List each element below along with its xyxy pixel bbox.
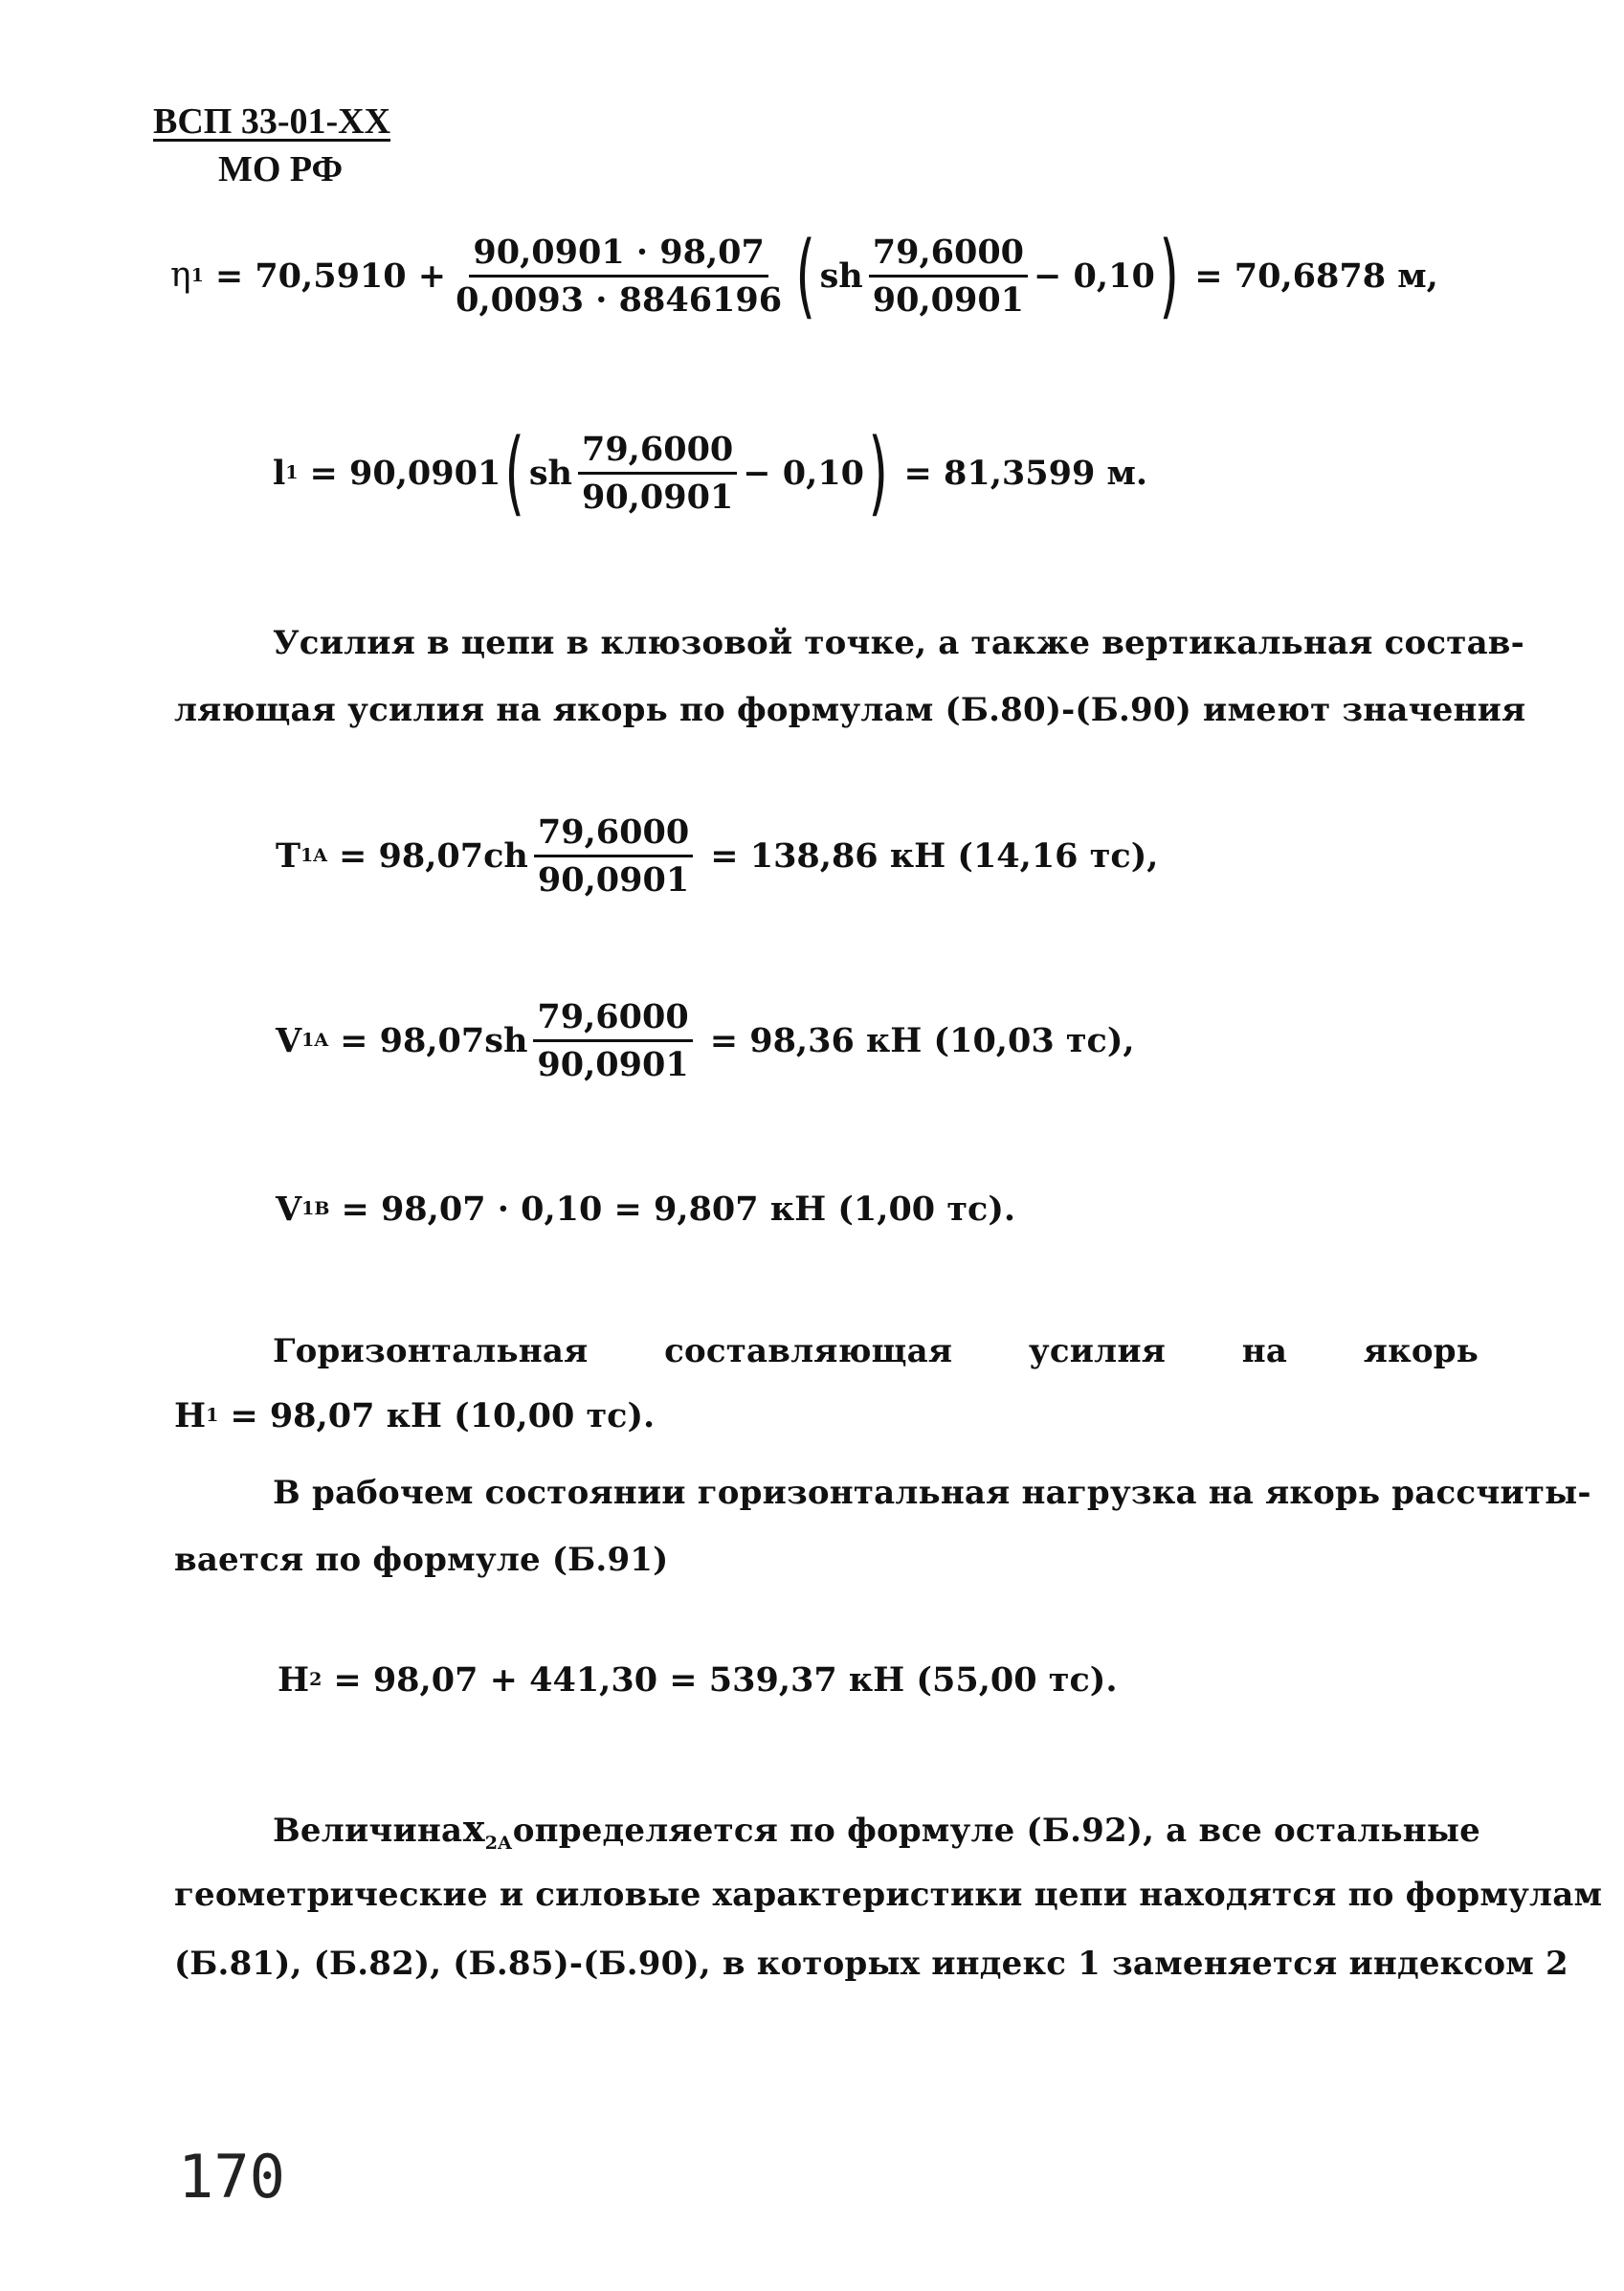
l-lead: = 90,0901 xyxy=(309,453,501,493)
v-subscript: 1B xyxy=(301,1198,330,1219)
paragraph-1-line-1: Усилия в цепи в клюзовой точке, а также вертикальная состав- xyxy=(273,624,1524,662)
x-letter: x xyxy=(462,1807,485,1850)
eta-subscript: 1 xyxy=(190,264,204,286)
eta-result: = 70,6878 м, xyxy=(1194,256,1438,296)
word: Величина xyxy=(273,1812,463,1850)
t1a-denominator: 90,0901 xyxy=(537,860,690,900)
sh-function: sh xyxy=(819,256,863,296)
t-symbol: T xyxy=(276,836,301,876)
h1-rest: = 98,07 кН (10,00 тс). xyxy=(230,1396,656,1435)
v1a-numerator: 79,6000 xyxy=(533,1000,692,1042)
v1a-lead: = 98,07sh xyxy=(340,1021,528,1060)
sh-function: sh xyxy=(528,453,572,493)
l-symbol: l xyxy=(273,453,286,493)
left-paren: ( xyxy=(504,419,525,526)
paragraph-3-line-1: В рабочем состоянии горизонтальная нагрузка на якорь рассчиты- xyxy=(273,1474,1591,1512)
paragraph-4-line-3: (Б.81), (Б.82), (Б.85)-(Б.90), в которых индекс 1 заменяется индексом 2 xyxy=(174,1945,1568,1983)
paragraph-4-line-1 xyxy=(273,1807,1480,1854)
word: составляющая xyxy=(664,1332,953,1370)
eta-denominator: 0,0093 · 8846196 xyxy=(456,279,783,320)
l-inner-fraction xyxy=(578,429,737,517)
v-symbol: V xyxy=(276,1021,302,1060)
l-subscript: 1 xyxy=(285,461,299,483)
l-inner-numerator: 79,6000 xyxy=(578,433,737,475)
v1b-rest: = 98,07 · 0,10 = 9,807 кН (1,00 тс). xyxy=(341,1190,1016,1229)
organization: МО РФ xyxy=(218,149,344,189)
paragraph-2-line-2 xyxy=(174,1396,656,1435)
t-subscript: 1A xyxy=(300,845,328,866)
x-subscript: 2A xyxy=(484,1833,513,1854)
h-subscript: 1 xyxy=(206,1405,219,1426)
h2-rest: = 98,07 + 441,30 = 539,37 кН (55,00 тс). xyxy=(333,1660,1118,1700)
right-paren: ) xyxy=(1159,222,1179,329)
h-subscript: 2 xyxy=(309,1669,323,1690)
eta-inner-fraction xyxy=(869,232,1028,320)
l-inner-tail: − 0,10 xyxy=(743,453,865,493)
t1a-lead: = 98,07ch xyxy=(339,836,528,876)
h-symbol: H xyxy=(174,1396,207,1435)
paragraph-2-line-1 xyxy=(273,1332,1479,1370)
v1a-denominator: 90,0901 xyxy=(537,1045,689,1084)
paragraph-3-line-2: вается по формуле (Б.91) xyxy=(174,1541,669,1579)
page-number: 170 xyxy=(178,2142,285,2212)
t1a-numerator: 79,6000 xyxy=(534,815,693,857)
equation-v1a xyxy=(276,997,1135,1084)
word: усилия xyxy=(1028,1332,1167,1370)
right-paren: ) xyxy=(868,419,889,526)
document-code: ВСП 33-01-XX xyxy=(153,101,391,142)
l-inner-denominator: 90,0901 xyxy=(581,477,734,517)
v-symbol: V xyxy=(276,1190,302,1229)
left-paren: ( xyxy=(795,222,816,329)
t1a-fraction xyxy=(534,812,693,900)
equation-v1b xyxy=(276,1190,1016,1229)
equation-l1 xyxy=(273,419,1148,526)
eta-inner-denominator: 90,0901 xyxy=(872,279,1025,320)
x-symbol xyxy=(463,1807,512,1854)
eta-lead: = 70,5910 + xyxy=(214,256,447,296)
h-symbol: H xyxy=(278,1660,310,1700)
v1a-result: = 98,36 кН (10,03 тс), xyxy=(709,1021,1135,1060)
eta-symbol: η xyxy=(170,256,191,295)
word: якорь xyxy=(1363,1332,1479,1370)
v1a-fraction xyxy=(533,997,692,1084)
word: на xyxy=(1241,1332,1288,1370)
equation-h2 xyxy=(278,1660,1118,1700)
equation-t1a xyxy=(276,812,1159,900)
paragraph-4-line-1-tail: определяется по формуле (Б.92), а все остальные xyxy=(512,1812,1480,1850)
paragraph-1-line-2: ляющая усилия на якорь по формулам (Б.80)-(Б.90) имеют значения xyxy=(174,691,1526,729)
paragraph-4-line-2: геометрические и силовые характеристики цепи находятся по формулам xyxy=(174,1876,1603,1914)
eta-fraction xyxy=(452,232,786,320)
eta-numerator: 90,0901 · 98,07 xyxy=(469,235,768,278)
eta-inner-tail: − 0,10 xyxy=(1034,256,1155,296)
equation-eta1 xyxy=(170,222,1438,329)
word: Горизонтальная xyxy=(273,1332,589,1370)
l-result: = 81,3599 м. xyxy=(903,453,1148,493)
t1a-result: = 138,86 кН (14,16 тс), xyxy=(710,836,1159,876)
v-subscript: 1A xyxy=(301,1030,329,1051)
eta-inner-numerator: 79,6000 xyxy=(869,235,1028,278)
